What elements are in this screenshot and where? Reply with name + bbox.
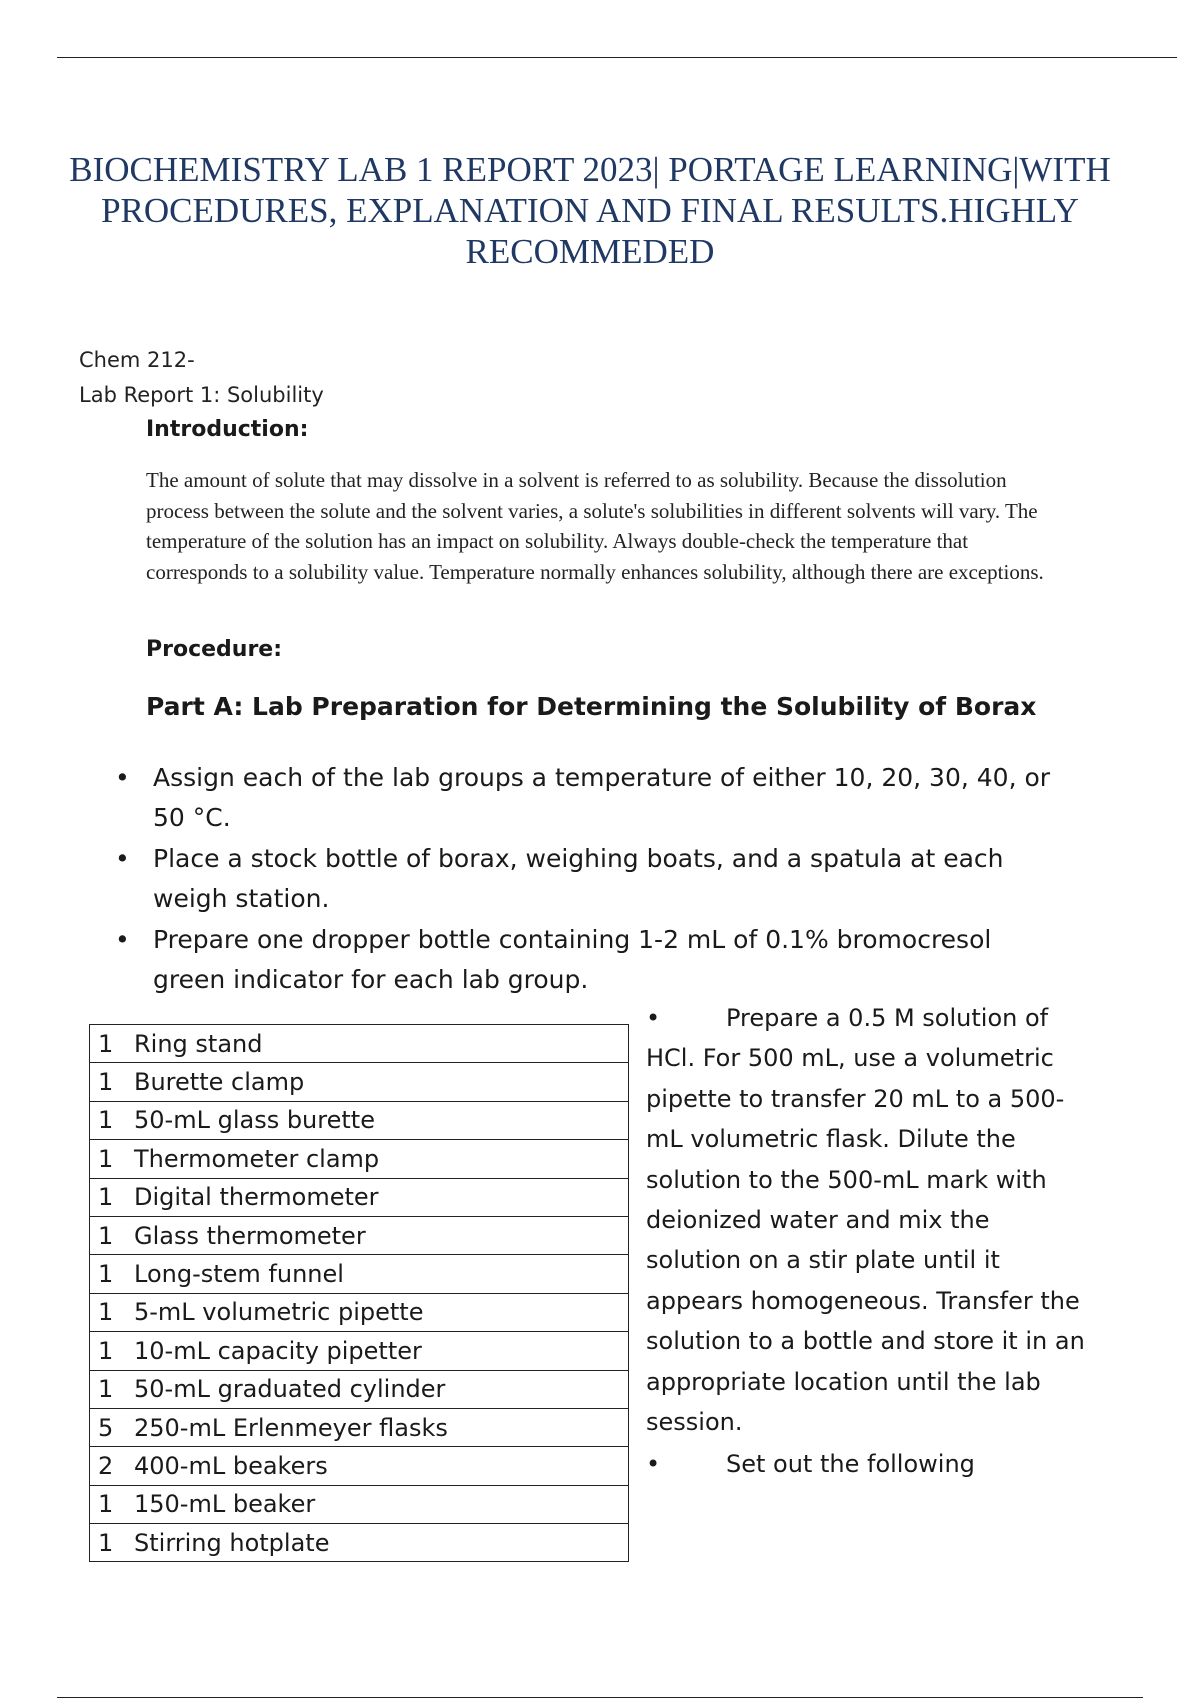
table-row	[90, 1370, 629, 1408]
equipment-item: 150-mL beaker	[134, 1490, 316, 1519]
list-item	[110, 920, 1070, 1000]
side-bullet-hcl-lead: Prepare a 0.5 M solution of	[726, 1004, 1049, 1032]
top-rule	[57, 57, 1177, 58]
equipment-item: 50-mL glass burette	[134, 1106, 375, 1135]
table-row	[90, 1216, 629, 1254]
list-item	[110, 839, 1070, 919]
side-bullet-hcl-text: HCl. For 500 mL, use a volumetric pipette to transfer 20 mL to a 500-mL volumetric flask. Dilute the solution to the 500-mL mark with deionized water and mix the solution on a stir plate until it appears homogeneous. Transfer the solution to a bottle and store it in an appropriate location until the lab session.	[646, 1044, 1085, 1437]
equipment-qty: 1	[98, 1106, 114, 1135]
side-bullet-set-out	[646, 1444, 1086, 1484]
equipment-item: 400-mL beakers	[134, 1451, 328, 1480]
equipment-qty: 1	[98, 1183, 114, 1212]
equipment-qty: 1	[98, 1298, 114, 1327]
table-row	[90, 1332, 629, 1370]
introduction-heading: Introduction:	[146, 417, 309, 442]
equipment-qty: 1	[98, 1528, 114, 1557]
course-line: Chem 212-	[79, 348, 195, 372]
equipment-qty: 1	[98, 1144, 114, 1173]
equipment-item: Ring stand	[134, 1029, 263, 1058]
table-cell	[90, 1408, 629, 1446]
table-row	[90, 1447, 629, 1485]
table-row	[90, 1178, 629, 1216]
equipment-qty: 1	[98, 1260, 114, 1289]
bullet-marker: •	[646, 1450, 661, 1479]
table-cell	[90, 1140, 629, 1178]
equipment-item: 250-mL Erlenmeyer flasks	[134, 1413, 448, 1442]
table-cell	[90, 1370, 629, 1408]
equipment-qty: 1	[98, 1068, 114, 1097]
side-bullet-hcl	[646, 998, 1086, 1442]
table-row	[90, 1255, 629, 1293]
list-item	[110, 758, 1070, 838]
procedure-bullet-list	[110, 758, 1070, 1001]
table-cell	[90, 1063, 629, 1101]
equipment-item: Long-stem funnel	[134, 1260, 344, 1289]
side-bullet-set-out-text: Set out the following	[726, 1450, 975, 1479]
document-title: BIOCHEMISTRY LAB 1 REPORT 2023| PORTAGE LEARNING|WITH PROCEDURES, EXPLANATION AND FINAL RESULTS.HIGHLY RECOMMEDED	[69, 150, 1111, 271]
equipment-item: Glass thermometer	[134, 1221, 366, 1250]
part-a-heading: Part A: Lab Preparation for Determining the Solubility of Borax	[146, 692, 1037, 721]
table-cell	[90, 1255, 629, 1293]
procedure-heading: Procedure:	[146, 637, 283, 662]
equipment-qty: 1	[98, 1336, 114, 1365]
equipment-item: Thermometer clamp	[134, 1144, 380, 1173]
table-row	[90, 1025, 629, 1063]
table-cell	[90, 1101, 629, 1139]
equipment-qty: 1	[98, 1029, 114, 1058]
equipment-qty: 5	[98, 1413, 114, 1442]
table-cell	[90, 1524, 629, 1562]
equipment-item: Burette clamp	[134, 1068, 305, 1097]
list-item-text: Prepare one dropper bottle containing 1-2 mL of 0.1% bromocresol green indicator for each lab group.	[153, 925, 992, 994]
bullet-marker: •	[646, 1004, 661, 1032]
equipment-qty: 1	[98, 1375, 114, 1404]
equipment-item: Digital thermometer	[134, 1183, 379, 1212]
equipment-table	[89, 1024, 629, 1562]
table-row	[90, 1140, 629, 1178]
bullet-marker: •	[115, 763, 130, 792]
equipment-qty: 2	[98, 1451, 114, 1480]
table-cell	[90, 1485, 629, 1523]
table-cell	[90, 1178, 629, 1216]
report-line: Lab Report 1: Solubility	[79, 383, 324, 407]
table-cell	[90, 1293, 629, 1331]
equipment-item: 5-mL volumetric pipette	[134, 1298, 424, 1327]
introduction-text: The amount of solute that may dissolve in a solvent is referred to as solubility. Because the dissolution process between the solute and the solvent varies, a solute's solubilities in different solvents will vary. The temperature of the solution has an impact on solubility. Always double-check the temperature that corresponds to a solubility value. Temperature normally enhances solubility, although there are exceptions.	[146, 468, 1044, 584]
table-row	[90, 1063, 629, 1101]
equipment-item: Stirring hotplate	[134, 1528, 330, 1557]
table-row	[90, 1293, 629, 1331]
equipment-qty: 1	[98, 1490, 114, 1519]
table-row	[90, 1408, 629, 1446]
table-cell	[90, 1216, 629, 1254]
table-cell	[90, 1332, 629, 1370]
bullet-marker: •	[115, 925, 130, 954]
list-item-text: Place a stock bottle of borax, weighing boats, and a spatula at each weigh station.	[153, 844, 1004, 913]
table-cell	[90, 1447, 629, 1485]
equipment-qty: 1	[98, 1221, 114, 1250]
table-row	[90, 1485, 629, 1523]
table-row	[90, 1524, 629, 1562]
side-column	[646, 998, 1086, 1487]
equipment-item: 50-mL graduated cylinder	[134, 1375, 446, 1404]
table-cell	[90, 1025, 629, 1063]
bottom-rule	[57, 1697, 1143, 1698]
table-row	[90, 1101, 629, 1139]
bullet-marker: •	[115, 844, 130, 873]
equipment-item: 10-mL capacity pipetter	[134, 1336, 422, 1365]
list-item-text: Assign each of the lab groups a temperature of either 10, 20, 30, 40, or 50 °C.	[153, 763, 1051, 832]
